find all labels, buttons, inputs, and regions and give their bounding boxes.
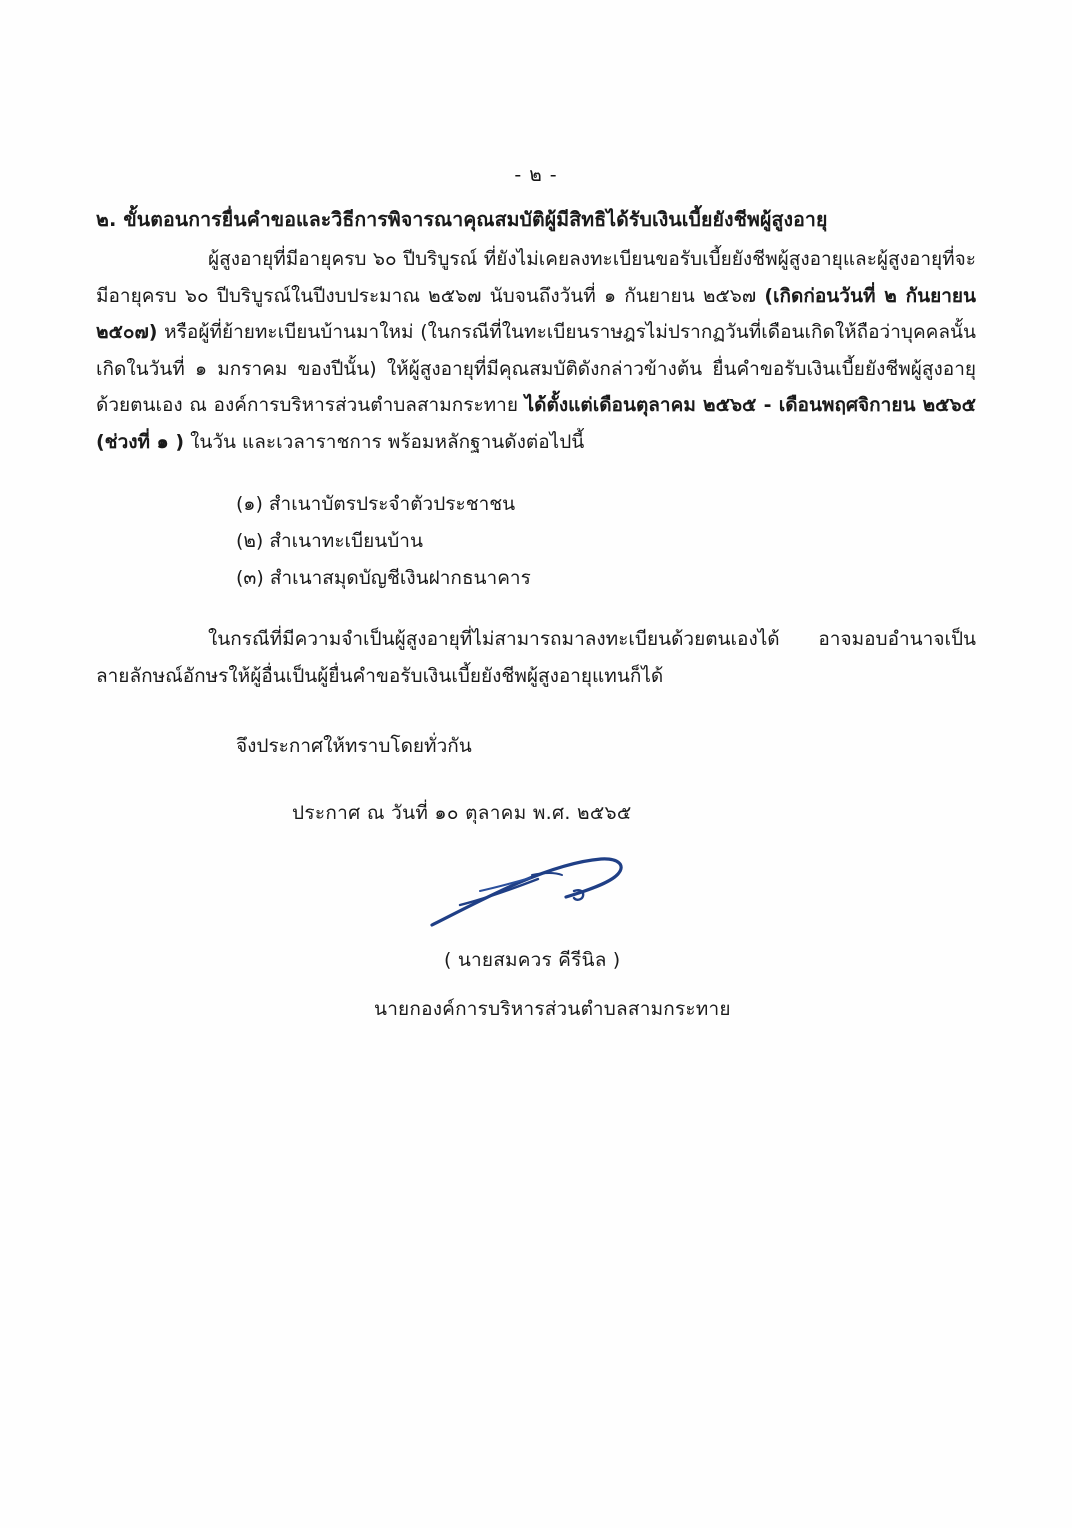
section-heading: ๒. ขั้นตอนการยื่นคำขอและวิธีการพิจารณาคุณสมบัติผู้มีสิทธิได้รับเงินเบี้ยยังชีพผู้สูงอายุ bbox=[96, 208, 828, 231]
signer-name: ( นายสมควร คีรีนิล ) bbox=[444, 949, 621, 972]
list-item: (๑) สำเนาบัตรประจำตัวประชาชน bbox=[236, 493, 516, 516]
paragraph-power-of-attorney bbox=[96, 621, 976, 694]
handwritten-signature-icon bbox=[426, 847, 686, 943]
document-body bbox=[96, 205, 976, 1043]
paragraph-1-part-2: หรือผู้ที่ย้ายทะเบียนบ้านมาใหม่ (ในกรณีที่ในทะเบียนราษฎรไม่ปรากฏวันที่เดือนเกิดให้ถือว่าบุคคลนั้นเกิดในวันที่ ๑ มกราคม ของปีนั้น) ให้ผู้สูงอายุที่มีคุณสมบัติดังกล่าวข้างต้น ยื่นคำขอรับเงินเบี้ยยังชีพผู้สูงอายุด้วยตนเอง ณ องค์การบริหารส่วนตำบลสามกระทาย bbox=[96, 321, 976, 417]
list-item: (๒) สำเนาทะเบียนบ้าน bbox=[236, 530, 423, 553]
paragraph-1-bold-2: ได้ตั้งแต่เดือนตุลาคม ๒๕๖๕ - เดือนพฤศจิกายน ๒๕๖๕ (ช่วงที่ ๑ ) bbox=[96, 394, 976, 453]
signature-area bbox=[96, 847, 976, 943]
paragraph-application-steps bbox=[96, 241, 976, 460]
paragraph-public-notice: จึงประกาศให้ทราบโดยทั่วกัน bbox=[236, 735, 472, 758]
paragraph-2-text: ในกรณีที่มีความจำเป็นผู้สูงอายุที่ไม่สามารถมาลงทะเบียนด้วยตนเองได้ อาจมอบอำนาจเป็นลายลักษณ์อักษรให้ผู้อื่นเป็นผู้ยื่นคำขอรับเงินเบี้ยยังชีพผู้สูงอายุแทนก็ได้ bbox=[96, 628, 976, 687]
signer-title: นายกองค์การบริหารส่วนตำบลสามกระทาย bbox=[374, 998, 731, 1021]
paragraph-1-bold-1: (เกิดก่อนวันที่ ๒ กันยายน ๒๕๐๗) bbox=[96, 284, 976, 344]
required-documents-list bbox=[96, 486, 976, 597]
list-item: (๓) สำเนาสมุดบัญชีเงินฝากธนาคาร bbox=[236, 567, 531, 590]
paragraph-1-part-1: ผู้สูงอายุที่มีอายุครบ ๖๐ ปีบริบูรณ์ ที่ยังไม่เคยลงทะเบียนขอรับเบี้ยยังชีพผู้สูงอายุและผู้สูงอายุที่จะมีอายุครบ ๖๐ ปีบริบูรณ์ในปีงบประมาณ ๒๕๖๗ นับจนถึงวันที่ ๑ กันยายน ๒๕๖๗ bbox=[96, 248, 976, 307]
paragraph-1-part-3: ในวัน และเวลาราชการ พร้อมหลักฐานดังต่อไปนี้ bbox=[184, 430, 585, 453]
announcement-date: ประกาศ ณ วันที่ ๑๐ ตุลาคม พ.ศ. ๒๕๖๕ bbox=[292, 802, 632, 825]
page-number: - ๒ - bbox=[514, 164, 558, 186]
